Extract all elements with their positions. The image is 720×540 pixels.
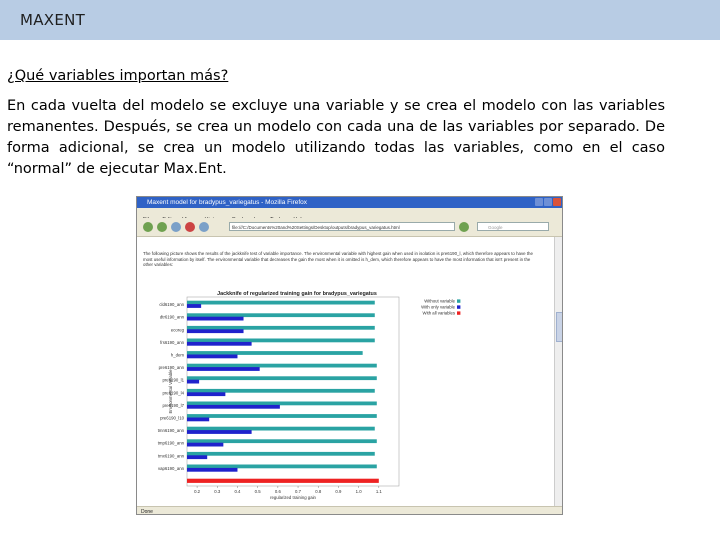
- browser-screenshot: [136, 196, 563, 515]
- home-icon: [199, 222, 209, 232]
- bar-with-only-variable: [187, 329, 244, 333]
- bar-without-variable: [187, 465, 377, 469]
- bar-without-variable: [187, 414, 377, 418]
- slide-header: [0, 0, 720, 40]
- bar-without-variable: [187, 402, 377, 406]
- bar-with-only-variable: [187, 443, 223, 447]
- bar-with-all-variables: [187, 479, 379, 483]
- bar-with-only-variable: [187, 418, 209, 422]
- x-tick-label: 0.5: [254, 489, 261, 494]
- bar-without-variable: [187, 427, 375, 431]
- slide-title: MAXENT: [20, 11, 86, 29]
- legend-label: With all variables: [422, 310, 455, 316]
- bar-without-variable: [187, 313, 375, 317]
- question-heading: ¿Qué variables importan más?: [7, 68, 229, 84]
- category-label: tmp6190_ann: [157, 440, 184, 446]
- back-icon: [143, 222, 153, 232]
- close-icon: [553, 198, 561, 206]
- category-label: pre6190_l7: [162, 402, 184, 408]
- browser-navbar: [137, 218, 562, 237]
- category-label: pre6190_l4: [162, 390, 184, 396]
- browser-window-title: Maxent model for bradypus_variegatus - Mozilla Firefox: [147, 199, 308, 206]
- legend-swatch: [457, 311, 460, 314]
- bar-with-only-variable: [187, 355, 237, 359]
- vertical-scrollbar: [554, 237, 563, 506]
- bar-without-variable: [187, 439, 377, 443]
- maximize-icon: [544, 198, 552, 206]
- reload-icon: [171, 222, 181, 232]
- x-tick-label: 0.9: [335, 489, 342, 494]
- bar-with-only-variable: [187, 317, 244, 321]
- browser-statusbar: [137, 506, 562, 515]
- go-icon: [459, 222, 469, 232]
- forward-icon: [157, 222, 167, 232]
- legend-swatch: [457, 305, 460, 308]
- bar-without-variable: [187, 301, 375, 305]
- stop-icon: [185, 222, 195, 232]
- category-label: cld6190_ann: [159, 302, 184, 308]
- bar-with-only-variable: [187, 455, 207, 459]
- x-tick-label: 1.1: [375, 489, 382, 494]
- bar-with-only-variable: [187, 468, 237, 472]
- browser-menubar: [137, 208, 562, 218]
- bar-with-only-variable: [187, 405, 280, 409]
- address-bar: file:///C:/Documents%20and%20Settings/Desktop/outputs/bradypus_variegatus.html: [229, 222, 455, 231]
- category-label: vap6190_ann: [157, 465, 184, 471]
- legend-label: Without variable: [424, 298, 455, 304]
- bar-without-variable: [187, 376, 377, 380]
- x-tick-label: 1.0: [355, 489, 362, 494]
- search-box: Google: [477, 222, 549, 231]
- category-label: h_dem: [170, 352, 184, 358]
- legend-swatch: [457, 299, 460, 302]
- category-label: dtr6190_ann: [159, 314, 184, 320]
- jackknife-intro-text: The following picture shows the results of the jackknife test of variable importance. The environmental variable with highest gain when used in isolation is pre6190_l, which therefore appears to have the most useful information by itself. The environmental variable that decreases the gain the most when it is omitted is h_dem, which therefore appears to have the most information that isn't present in the other variables:: [143, 251, 533, 268]
- browser-content: [137, 237, 554, 506]
- y-axis-label: Environmental Variable: [168, 369, 173, 414]
- bar-without-variable: [187, 351, 363, 355]
- x-tick-label: 0.4: [234, 489, 241, 494]
- category-label: frs6190_ann: [160, 339, 184, 345]
- bar-with-only-variable: [187, 430, 252, 434]
- bar-without-variable: [187, 452, 375, 456]
- category-label: pre6190_l10: [160, 415, 184, 421]
- category-label: tmn6190_ann: [157, 428, 184, 434]
- chart-title: Jackknife of regularized training gain for bradypus_variegatus: [217, 291, 377, 297]
- x-tick-label: 0.2: [194, 489, 201, 494]
- bar-with-only-variable: [187, 367, 260, 371]
- body-paragraph: En cada vuelta del modelo se excluye una variable y se crea el modelo con las variables remanentes. Después, se crea un modelo con cada una de las variables por separado. De forma adicional, se crea un modelo utilizando todas las variables, como en el caso “normal” de ejecutar Max.Ent.: [7, 98, 665, 177]
- category-label: pre6190_l1: [162, 377, 184, 383]
- category-label: ecoreg: [170, 327, 184, 333]
- bar-with-only-variable: [187, 380, 199, 384]
- category-label: pre6190_ann: [158, 365, 184, 371]
- bar-without-variable: [187, 326, 375, 330]
- bar-without-variable: [187, 364, 377, 368]
- bar-without-variable: [187, 339, 375, 343]
- x-axis-label: regularized training gain: [270, 495, 316, 500]
- scroll-thumb: [556, 312, 563, 342]
- x-tick-label: 0.7: [295, 489, 302, 494]
- bar-with-only-variable: [187, 392, 225, 396]
- jackknife-chart: [137, 287, 554, 502]
- x-tick-label: 0.3: [214, 489, 221, 494]
- bar-without-variable: [187, 389, 375, 393]
- legend-label: With only variable: [421, 304, 455, 310]
- x-tick-label: 0.6: [274, 489, 281, 494]
- x-tick-label: 0.8: [315, 489, 322, 494]
- bar-with-only-variable: [187, 342, 252, 346]
- category-label: tmx6190_ann: [157, 453, 184, 459]
- bar-with-only-variable: [187, 304, 201, 308]
- status-text: Done: [141, 509, 153, 515]
- browser-titlebar: [137, 197, 562, 208]
- minimize-icon: [535, 198, 543, 206]
